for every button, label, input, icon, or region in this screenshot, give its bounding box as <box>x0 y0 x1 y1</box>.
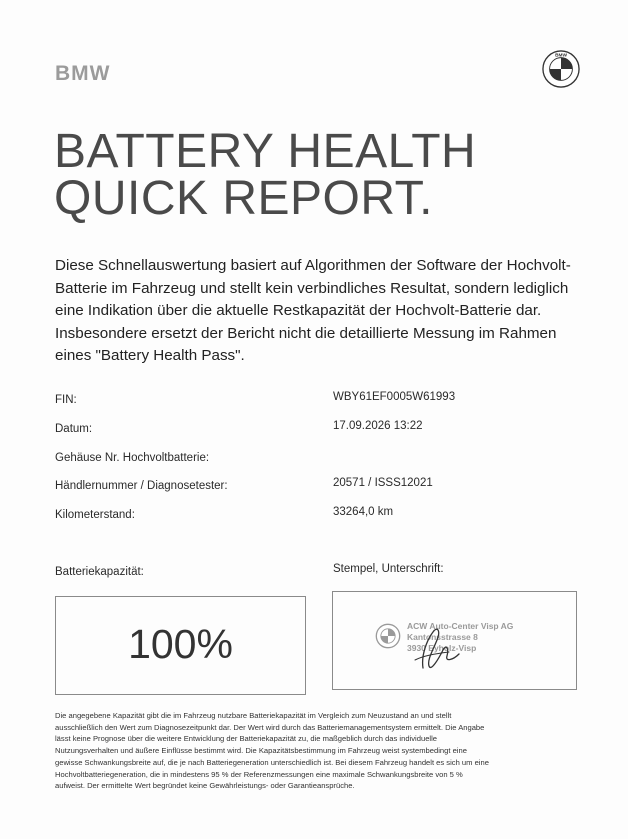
capacity-box <box>55 596 306 695</box>
stamp-line: ACW Auto-Center Visp AG <box>407 621 514 631</box>
mileage-label: Kilometerstand: <box>55 509 135 521</box>
bmw-roundel-icon <box>542 50 580 88</box>
report-title <box>54 125 477 225</box>
disclaimer-line: Nutzungsverhalten und äußere Einflüsse bestimmt wird. Die Kapazitätsbestimmung im Fahrzeug weist systembedingt eine <box>55 746 467 756</box>
disclaimer-line: gewisse Schwankungsbreite auf, die je nach Batteriegeneration unterschiedlich ist. Bei diesem Fahrzeug handelt es sich um eine <box>55 757 489 767</box>
disclaimer-line: Die angegebene Kapazität gibt die im Fahrzeug nutzbare Batteriekapazität im Vergleich zum Neuzustand an und stellt <box>55 711 452 720</box>
disclaimer-line: aufweist. Der ermittelte Wert begründet keine Gewährleistungs- oder Garantieansprüche. <box>55 781 355 791</box>
stamp-label: Stempel, Unterschrift: <box>333 563 444 575</box>
fin-label: FIN: <box>55 394 77 406</box>
intro-line: eine Indikation über die aktuelle Restkapazität der Hochvolt-Batterie dar. <box>55 302 542 320</box>
intro-line: Batterie im Fahrzeug und stellt kein verbindliches Resultat, sondern lediglich <box>55 279 569 297</box>
brand-wordmark: BMW <box>55 62 111 85</box>
date-label: Datum: <box>55 423 93 435</box>
disclaimer-line: Hochvoltbatteriegeneration, die in mindestens 95 % der Referenzmessungen eine maximale Schwankungsbreite von 5 % <box>55 769 463 779</box>
stamp-box <box>332 591 577 690</box>
dealer-tester-value: 20571 / ISSS12021 <box>333 477 433 489</box>
capacity-label: Batteriekapazität: <box>55 566 144 578</box>
stamp-line: 3930 Eyholz-Visp <box>407 643 477 653</box>
date-value: 17.09.2026 13:22 <box>333 420 423 432</box>
intro-line: eines "Battery Health Pass". <box>55 347 245 365</box>
disclaimer-line: ausschließlich den Wert zum Diagnosezeitpunkt dar. Der Wert wird durch das Batteriemanagementsystem ermittelt. Die Angabe <box>55 722 485 732</box>
handwritten-signature <box>393 610 473 680</box>
disclaimer-text <box>55 710 590 792</box>
battery-housing-label: Gehäuse Nr. Hochvoltbatterie: <box>55 452 210 464</box>
capacity-value: 100% <box>128 621 233 667</box>
intro-line: Insbesondere ersetzt der Bericht nicht die detaillierte Messung im Rahmen <box>55 324 557 342</box>
intro-paragraph <box>55 255 585 368</box>
svg-text:BMW: BMW <box>555 53 567 59</box>
disclaimer-line: lässt keine Prognose über die weitere Entwicklung der Batteriekapazität zu, die maßgeblich durch das individuelle <box>55 734 438 744</box>
title-line: QUICK REPORT. <box>54 172 434 225</box>
mileage-value: 33264,0 km <box>333 506 394 518</box>
stamp-line: Kantonsstrasse 8 <box>407 632 478 642</box>
intro-line: Diese Schnellauswertung basiert auf Algorithmen der Software der Hochvolt- <box>55 257 571 274</box>
fin-value: WBY61EF0005W61993 <box>333 391 456 403</box>
title-line: BATTERY HEALTH <box>54 125 477 178</box>
dealer-tester-label: Händlernummer / Diagnosetester: <box>55 480 228 492</box>
